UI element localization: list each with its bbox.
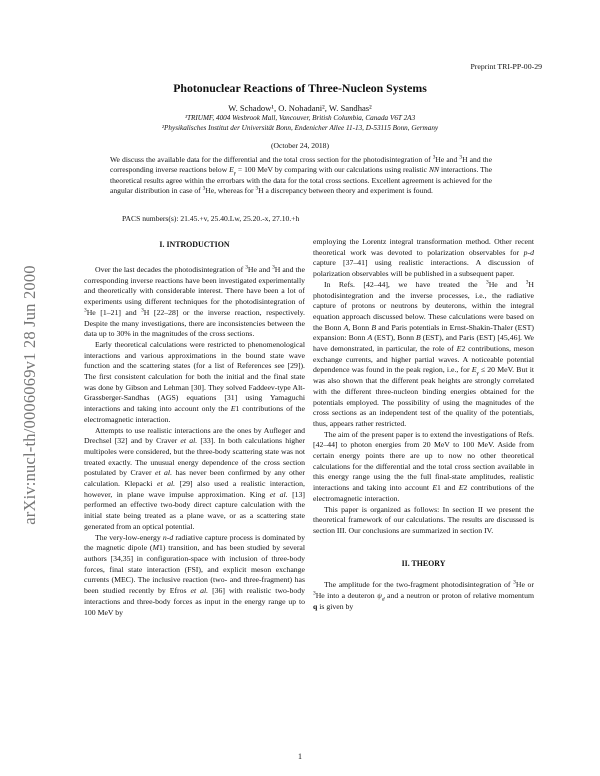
paragraph: This paper is organized as follows: In section II we present the theoretical framework of our calculations. The results are discussed is section III. Our conclusions are summarized in section IV. [313,504,534,535]
section-heading-introduction: I. INTRODUCTION [159,240,230,249]
paper-date: (October 24, 2018) [271,141,329,150]
paragraph: Early theoretical calculations were restricted to phenomenological interactions and various approximations in the bound state wave function and the scattering states (for a list of References see [29]). The first consistent calculation for both the initial and the final state was done by Gibson and Lehman [30]. They solved Faddeev-type Alt-Grassberger-Sandhas (AGS) equations [31] using Yamaguchi interactions and taking into account only the E1 contributions of the electromagnetic interaction. [84,339,305,424]
paragraph: employing the Lorentz integral transformation method. Other recent theoretical work was devoted to polarization observables for p-d capture [37–41] using realistic interactions. A discussion of polarization observables will be published in a subsequent paper. [313,237,534,279]
page-number: 1 [298,752,302,761]
paragraph: The very-low-energy n-d radiative capture process is dominated by the magnetic dipole (M1) transition, and has been studied by several authors [34,35] in configuration-space with inclusion of three-body forces, final state interaction (FSI), and explicit meson exchange currents (MEC). The inclusive reaction (two- and three-fragment) has been studied recently by Efros et al. [36] with realistic two-body interactions and three-body forces as input in the energy range up to 100 MeV by [84,532,305,617]
paragraph: Over the last decades the photodisintegration of $^3$He and $^3$H and the corresponding inverse reactions have been investigated experimentally and theoretically with considerable interest. There have been a lot of experiments using different techniques for the photodisintegration of $^3$He [1–21] and $^3$H [22–28] or the inverse reaction, respectively. Despite the many investigations, there are inconsistencies between the data up to 30% in the magnitudes of the cross sections. [84,264,305,339]
section-heading-theory: II. THEORY [401,558,446,568]
abstract: We discuss the available data for the differential and the total cross section for the photodisintegration of $^3$He and $^3$H and the corresponding inverse reactions below $E_\gamma = 100$ MeV by comparing with our calculations using realistic NN interactions. The theoretical results agree within the errorbars with the data for the total cross sections. Excellent agreement is achieved for the angular distribution in case of $^3$He, whereas for $^3$H a discrepancy between theory and experiment is found. [110,154,492,196]
arxiv-side-stamp: arXiv:nucl-th/0006069v1 28 Jun 2000 [20,265,39,525]
affiliation-1: ¹TRIUMF, 4004 Wesbrook Mall, Vancouver, British Columbia, Canada V6T 2A3 [184,114,416,122]
left-column [84,265,305,618]
pacs-numbers: PACS numbers(s): 21.45.+v, 25.40.Lw, 25.20.-x, 27.10.+h [122,214,300,223]
paragraph: Attempts to use realistic interactions are the ones by Aufleger and Drechsel [32] and by Craver et al. [33]. In both calculations higher multipoles were considered, but the three-body scattering state was not treated exactly. The unusual energy dependence of the cross section postulated by Craver et al. has never been confirmed by any other calculation. Klepacki et al. [29] also used a realistic interaction, however, in plane wave impulse approximation. King et al. [13] performed an effective two-body direct capture calculation with the initial state being treated as a plane wave, or as a scattering state generated from an optical potential. [84,425,305,531]
paragraph: The amplitude for the two-fragment photodisintegration of $^3$He or $^3$He into a deuteron $\psi_d$ and a neutron or proton of relative momentum q is given by [313,579,535,611]
paper-title: Photonuclear Reactions of Three-Nucleon Systems [173,81,427,95]
paragraph: In Refs. [42–44], we have treated the $^3$He and $^3$H photodisintegration and the inverse processes, i.e., the radiative capture of protons or neutrons by deuterons, within the integral equation approach discussed below. These calculations were based on the Bonn A, Bonn B and Paris potentials in Ernst-Shakin-Thaler (EST) expansion: Bonn A (EST), Bonn B (EST), and Paris (EST) [45,46]. We have demonstrated, in particular, the role of E2 contributions, meson exchange currents, and higher partial waves. A noticeable potential dependence was found in the peak region, i.e., for $E_\gamma \le 20$ MeV. But it was also shown that the different peak heights are strongly correlated with the different three-nucleon binding energies obtained for the potentials employed. The possibility of using the magnitudes of the cross sections as an independent test of the quality of the potentials, thus, appears rather restricted. [313,279,535,428]
author-list: W. Schadow¹, O. Nohadani², W. Sandhas² [228,103,372,113]
right-column [313,237,534,613]
preprint-number: Preprint TRI-PP-00-29 [470,62,542,71]
affiliation-2: ²Physikalisches Institut der Universität Bonn, Endenicher Allee 11-13, D-53115 Bonn, Germany [161,124,439,132]
paragraph: The aim of the present paper is to extend the investigations of Refs. [42–44] to photon energies from 20 MeV to 100 MeV. Aside from certain energy points there are up to now no other theoretical calculations for the differential and the total cross section available in this energy range using the the full final-state amplitudes, realistic interactions and taking into account E1 and E2 contributions of the electromagnetic interaction. [313,429,534,503]
